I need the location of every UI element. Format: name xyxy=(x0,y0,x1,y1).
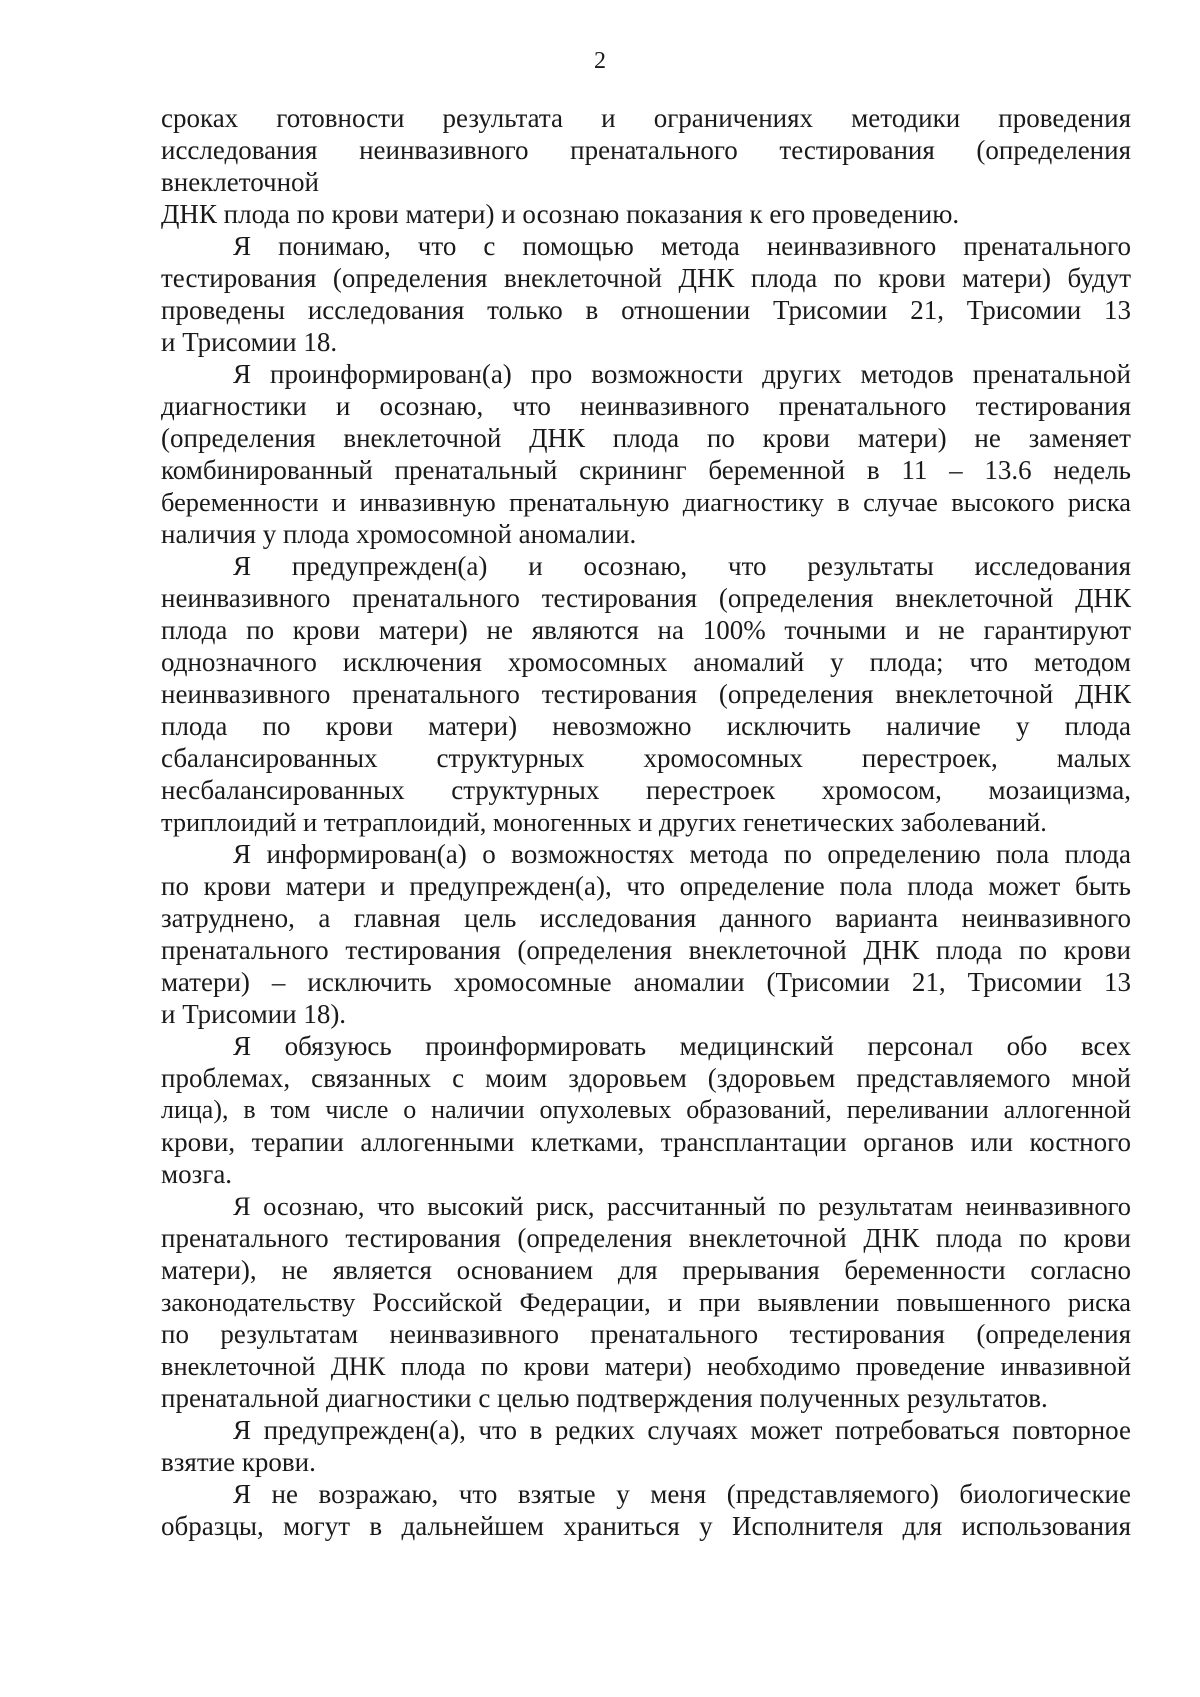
text-line: несбалансированных структурных перестроек хромосом, мозаицизма, xyxy=(161,775,1131,805)
text-line: лица), в том числе о наличии опухолевых образований, переливании аллогенной xyxy=(161,1095,1131,1124)
text-line: Я предупрежден(а), что в редких случаях может потребоваться повторное xyxy=(233,1415,1131,1445)
text-line: мозга. xyxy=(161,1159,233,1189)
text-line: внеклеточной xyxy=(161,167,319,197)
text-line: неинвазивного пренатального тестирования (определения внеклеточной ДНК xyxy=(161,679,1131,709)
text-line: взятие крови. xyxy=(161,1447,316,1477)
text-line: сбалансированных структурных хромосомных перестроек, малых xyxy=(161,743,1131,773)
text-line: однозначного исключения хромосомных аномалий у плода; что методом xyxy=(161,647,1131,677)
text-line: пренатального тестирования (определения внеклеточной ДНК плода по крови xyxy=(161,935,1131,965)
text-line: Я не возражаю, что взятые у меня (представляемого) биологические xyxy=(233,1479,1131,1509)
text-line: комбинированный пренатальный скрининг беременной в 11 – 13.6 недель xyxy=(161,455,1131,485)
text-line: Я осознаю, что высокий риск, рассчитанный по результатам неинвазивного xyxy=(233,1191,1131,1221)
text-line: законодательству Российской Федерации, и при выявлении повышенного риска xyxy=(161,1287,1131,1317)
text-line: Я проинформирован(а) про возможности других методов пренатальной xyxy=(233,359,1131,389)
text-line: и Трисомии 18). xyxy=(161,999,347,1029)
text-line: исследования неинвазивного пренатального тестирования (определения xyxy=(161,135,1131,165)
text-line: проблемах, связанных с моим здоровьем (здоровьем представляемого мной xyxy=(161,1063,1131,1093)
text-line: Я предупрежден(а) и осознаю, что результаты исследования xyxy=(233,551,1131,581)
text-line: пренатального тестирования (определения внеклеточной ДНК плода по крови xyxy=(161,1223,1131,1253)
text-line: беременности и инвазивную пренатальную диагностику в случае высокого риска xyxy=(161,487,1131,517)
text-line: тестирования (определения внеклеточной ДНК плода по крови матери) будут xyxy=(161,263,1131,293)
text-line: триплоидий и тетраплоидий, моногенных и других генетических заболеваний. xyxy=(161,807,1047,837)
text-line: затруднено, а главная цель исследования данного варианта неинвазивного xyxy=(161,903,1131,933)
text-line: матери) – исключить хромосомные аномалии (Трисомии 21, Трисомии 13 xyxy=(161,967,1131,997)
text-line: плода по крови матери) не являются на 100% точными и не гарантируют xyxy=(161,615,1131,645)
text-line: диагностики и осознаю, что неинвазивного пренатального тестирования xyxy=(161,391,1131,421)
text-line: ДНК плода по крови матери) и осознаю показания к его проведению. xyxy=(161,199,960,229)
text-line: плода по крови матери) невозможно исключить наличие у плода xyxy=(161,711,1131,741)
text-line: крови, терапии аллогенными клетками, трансплантации органов или костного xyxy=(161,1127,1131,1157)
text-line: Я понимаю, что с помощью метода неинвазивного пренатального xyxy=(233,231,1131,261)
page-number: 2 xyxy=(594,48,606,74)
document-body xyxy=(161,102,1131,1542)
text-line: пренатальной диагностики с целью подтверждения полученных результатов. xyxy=(161,1383,1048,1413)
text-line: образцы, могут в дальнейшем храниться у Исполнителя для использования xyxy=(161,1511,1131,1541)
text-line: Я обязуюсь проинформировать медицинский персонал обо всех xyxy=(233,1031,1131,1061)
text-line: Я информирован(а) о возможностях метода по определению пола плода xyxy=(233,839,1131,869)
text-line: матери), не является основанием для прерывания беременности согласно xyxy=(161,1255,1131,1285)
text-line: и Трисомии 18. xyxy=(161,327,338,357)
text-line: наличия у плода хромосомной аномалии. xyxy=(161,519,637,549)
text-line: сроках готовности результата и ограничениях методики проведения xyxy=(161,103,1131,133)
text-line: проведены исследования только в отношении Трисомии 21, Трисомии 13 xyxy=(161,295,1131,325)
text-line: неинвазивного пренатального тестирования (определения внеклеточной ДНК xyxy=(161,583,1131,613)
text-line: по результатам неинвазивного пренатального тестирования (определения xyxy=(161,1319,1131,1349)
text-line: по крови матери и предупрежден(а), что определение пола плода может быть xyxy=(161,871,1131,901)
text-line: (определения внеклеточной ДНК плода по крови матери) не заменяет xyxy=(161,423,1131,453)
text-line: внеклеточной ДНК плода по крови матери) необходимо проведение инвазивной xyxy=(161,1351,1131,1381)
